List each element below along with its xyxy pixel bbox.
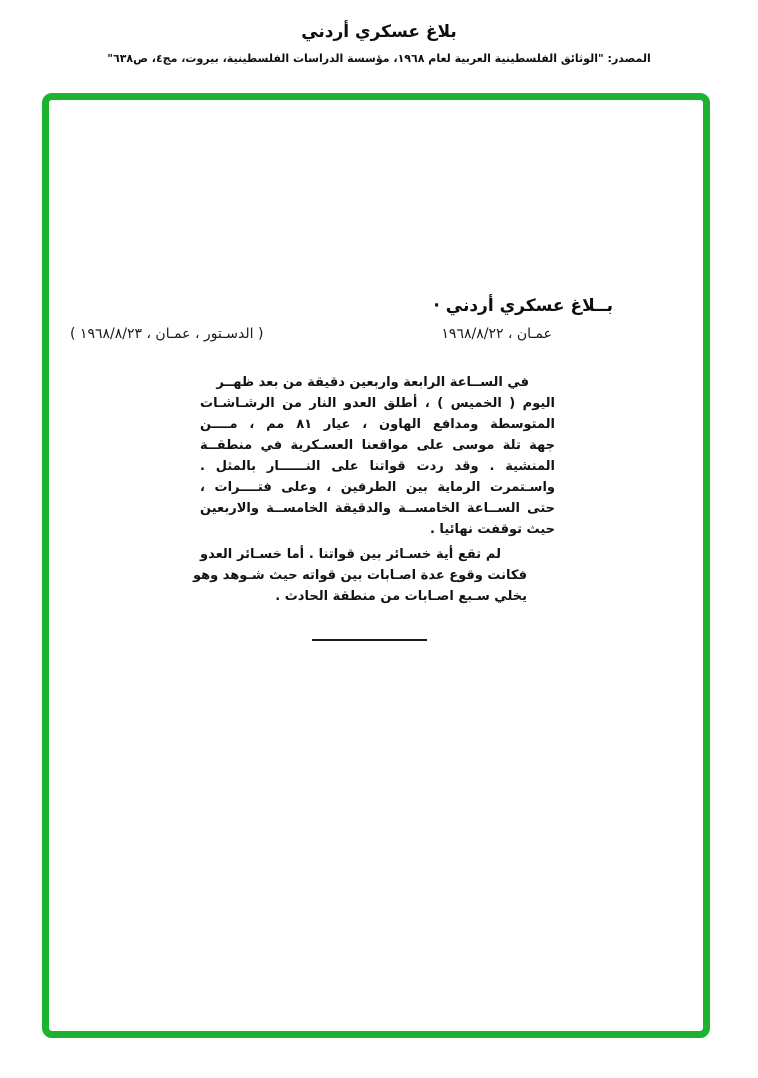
document-dateline: عمـان ، ١٩٦٨/٨/٢٢ [441, 326, 552, 342]
paragraph-2 [192, 544, 555, 607]
page-header-title: بلاغ عسكري أردني [301, 22, 457, 42]
paragraph-line: حتى الســاعة الخامســة والدقيقة الخامســة والاربعين [200, 501, 555, 516]
document-newspaper-attribution: ( الدسـتور ، عمـان ، ١٩٦٨/٨/٢٣ ) [70, 326, 264, 342]
paragraph-1 [200, 372, 555, 540]
paragraph-line: المتوسطة ومدافع الهاون ، عيار ٨١ مم ، مــــن [200, 417, 555, 432]
paragraph-line: المنشية . وقد ردت قواتنا على النــــــار بالمثل . [200, 459, 555, 474]
paragraph-line: في الســاعة الرابعة واربعين دقيقة من بعد ظهــر [216, 375, 529, 390]
paragraph-line: واسـتمرت الرماية بين الطرفين ، وعلى فتــــرات ، [200, 480, 555, 495]
end-divider-rule [312, 639, 427, 641]
paragraph-line: جهة تلة موسى على مواقعنا العسـكرية في منطقــة [200, 438, 555, 453]
paragraph-line: يخلي سـبع اصـابات من منطقة الحادث . [275, 589, 527, 604]
paragraph-line: لم تقع أية خسـائر بين قواتنا . أما خسـائر العدو [200, 547, 501, 562]
paragraph-line: فكانت وقوع عدة اصـابات بين قواته حيث شـوهد وهو [192, 568, 527, 583]
document-title: بــلاغ عسكري أردني · [433, 296, 613, 316]
page-source-line: المصدر: "الوثائق الفلسطينية العربية لعام ١٩٦٨، مؤسسة الدراسات الفلسطينية، بيروت، مج٤، ص٦٣٨" [107, 52, 651, 65]
paragraph-line: حيث توقفت نهائيا . [429, 522, 555, 537]
paragraph-line: اليوم ( الخميس ) ، أطلق العدو النار من الرشـاشـات [200, 396, 555, 411]
document-annotation-frame [42, 93, 710, 1038]
